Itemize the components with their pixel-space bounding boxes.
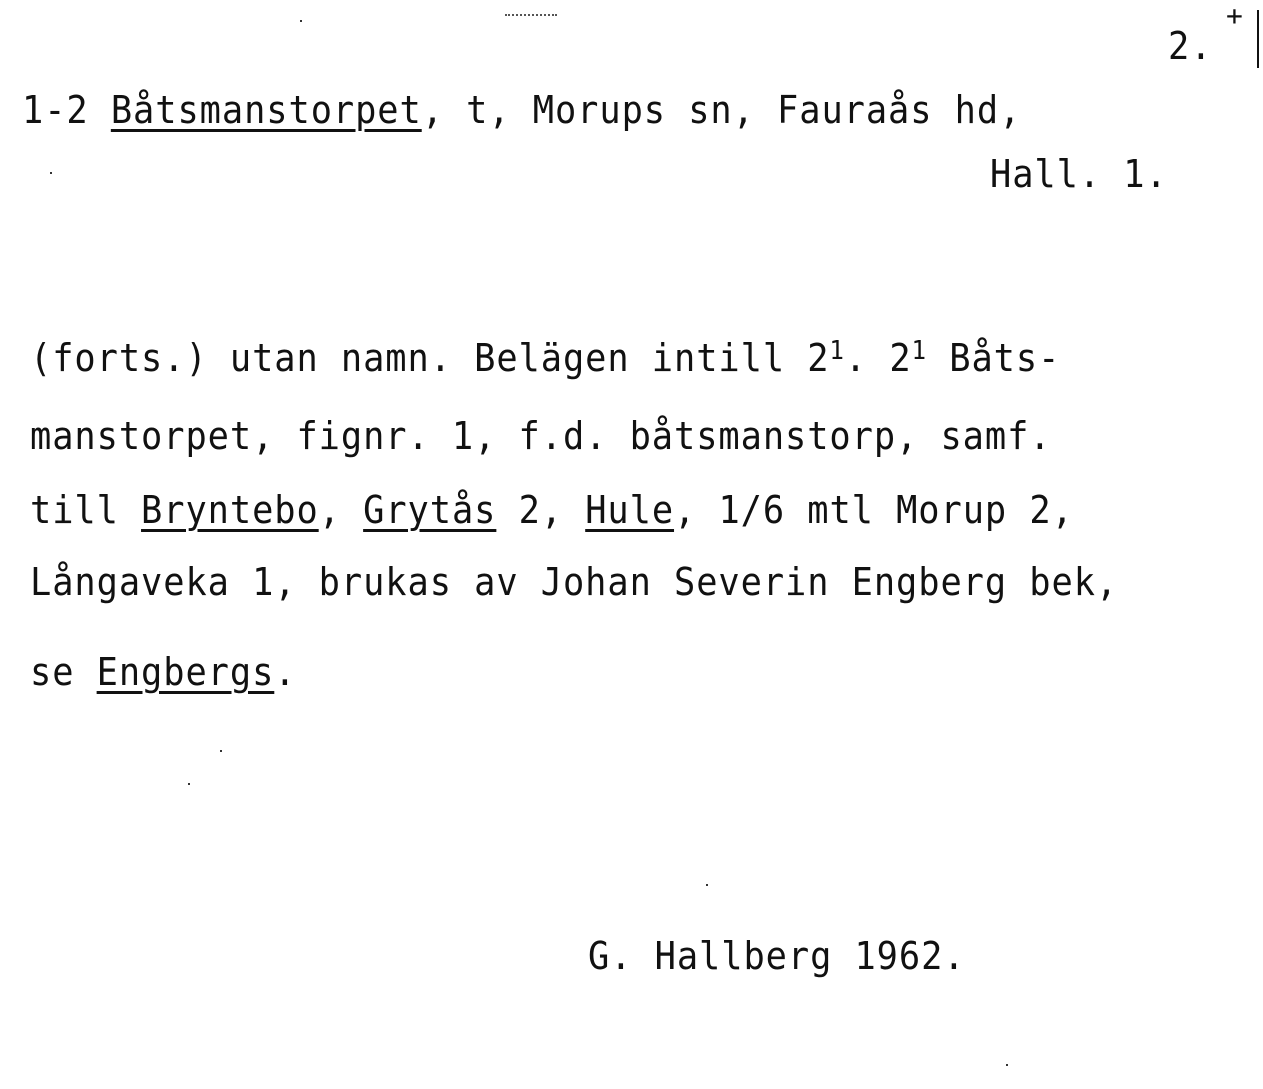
header-line — [22, 88, 1021, 132]
link-hule: Hule — [585, 488, 675, 532]
right-edge-bar — [1257, 10, 1259, 68]
body-line-4: Långaveka 1, brukas av Johan Severin Engberg bek, — [30, 560, 1119, 604]
header-prefix: 1-2 — [22, 88, 111, 132]
link-grytas: Grytås — [363, 488, 497, 532]
body-line-1-b: . 2 — [844, 336, 912, 380]
speck — [50, 172, 52, 174]
superscript-1: 1 — [829, 336, 845, 366]
speck — [220, 750, 222, 752]
body-line-3 — [30, 488, 1074, 532]
speck — [706, 884, 708, 886]
body-line-1-a: (forts.) utan namn. Belägen intill 2 — [30, 336, 830, 380]
body-line-2: manstorpet, fignr. 1, f.d. båtsmanstorp, samf. — [30, 414, 1052, 458]
page-number: 2. — [1168, 24, 1213, 68]
body-line-5 — [30, 650, 297, 694]
signature: G. Hallberg 1962. — [588, 934, 966, 978]
superscript-2: 1 — [911, 336, 928, 366]
link-engbergs: Engbergs — [96, 650, 275, 694]
body-line-1 — [30, 336, 1060, 380]
body-line-5-b: . — [274, 650, 297, 694]
body-line-3-d: , 1/6 mtl Morup 2, — [674, 488, 1074, 532]
speck — [188, 783, 190, 785]
link-bryntebo: Bryntebo — [141, 488, 319, 532]
speck — [300, 20, 302, 22]
header-rest: , t, Morups sn, Fauraås hd, — [421, 88, 1022, 132]
body-line-1-c: Båts- — [927, 336, 1061, 380]
top-dotted-mark — [505, 14, 557, 18]
body-line-3-a: till — [30, 488, 142, 532]
header-place-name: Båtsmanstorpet — [110, 88, 422, 132]
body-line-3-c: 2, — [496, 488, 586, 532]
speck — [1006, 1064, 1008, 1066]
body-line-3-b: , — [318, 488, 364, 532]
body-line-5-a: se — [30, 650, 97, 694]
plus-mark: + — [1226, 0, 1243, 32]
header-sheet: Hall. 1. — [990, 152, 1168, 196]
